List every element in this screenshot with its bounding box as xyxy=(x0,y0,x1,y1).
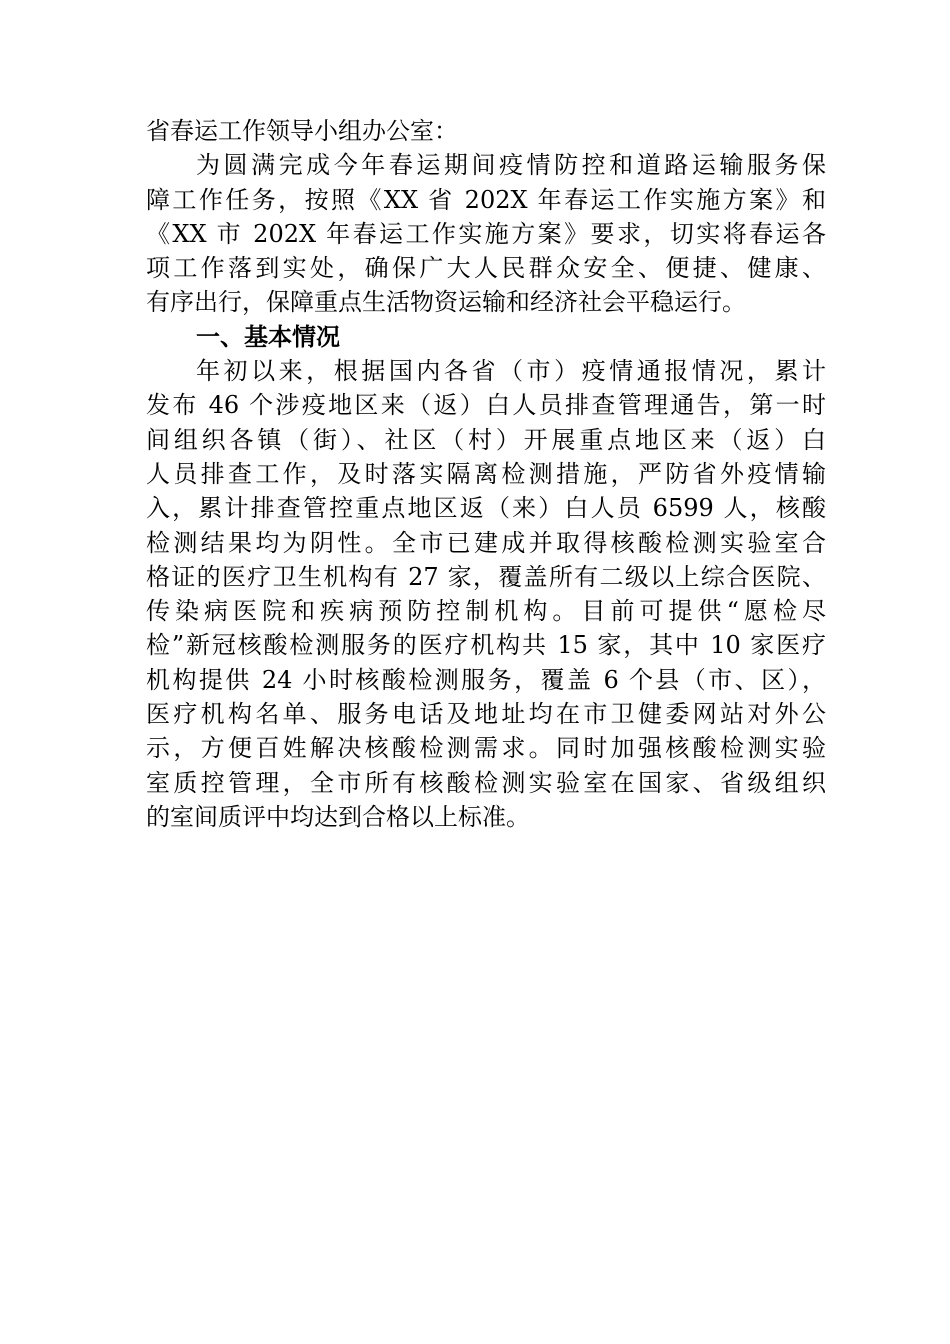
intro-paragraph-line-3: 《XX 市 202X 年春运工作实施方案》要求，切实将春运各 xyxy=(146,219,826,248)
body-paragraph-line-7: 格证的医疗卫生机构有 27 家，覆盖所有二级以上综合医院、 xyxy=(146,562,826,591)
document-body xyxy=(146,114,826,834)
section-heading: 一、基本情况 xyxy=(196,322,340,351)
body-paragraph-line-10: 机构提供 24 小时核酸检测服务，覆盖 6 个县（市、区）， xyxy=(146,665,826,694)
intro-paragraph-line-4: 项工作落到实处，确保广大人民群众安全、便捷、健康、 xyxy=(146,254,826,283)
body-paragraph-line-8: 传染病医院和疾病预防控制机构。目前可提供“愿检尽 xyxy=(146,597,826,626)
body-paragraph-line-3: 间组织各镇（街）、社区（村）开展重点地区来（返）白 xyxy=(146,425,826,454)
body-paragraph-line-14: 的室间质评中均达到合格以上标准。 xyxy=(146,802,530,831)
body-paragraph-line-4: 人员排查工作，及时落实隔离检测措施，严防省外疫情输 xyxy=(146,459,826,488)
intro-paragraph-line-5: 有序出行，保障重点生活物资运输和经济社会平稳运行。 xyxy=(146,288,746,317)
intro-paragraph-line-2: 障工作任务，按照《XX 省 202X 年春运工作实施方案》和 xyxy=(146,185,826,214)
body-paragraph-line-6: 检测结果均为阴性。全市已建成并取得核酸检测实验室合 xyxy=(146,528,826,557)
addressee-line: 省春运工作领导小组办公室： xyxy=(146,117,458,145)
body-paragraph-line-12: 示，方便百姓解决核酸检测需求。同时加强核酸检测实验 xyxy=(146,734,826,763)
body-paragraph-line-13: 室质控管理，全市所有核酸检测实验室在国家、省级组织 xyxy=(146,768,826,797)
body-paragraph-line-1: 年初以来，根据国内各省（市）疫情通报情况，累计 xyxy=(196,357,826,386)
body-paragraph-line-5: 入，累计排查管控重点地区返（来）白人员 6599 人，核酸 xyxy=(146,494,826,523)
body-paragraph-line-9: 检”新冠核酸检测服务的医疗机构共 15 家，其中 10 家医疗 xyxy=(146,631,826,660)
intro-paragraph-line-1: 为圆满完成今年春运期间疫情防控和道路运输服务保 xyxy=(196,151,826,180)
body-paragraph-line-2: 发布 46 个涉疫地区来（返）白人员排查管理通告，第一时 xyxy=(146,391,826,420)
body-paragraph-line-11: 医疗机构名单、服务电话及地址均在市卫健委网站对外公 xyxy=(146,700,826,729)
